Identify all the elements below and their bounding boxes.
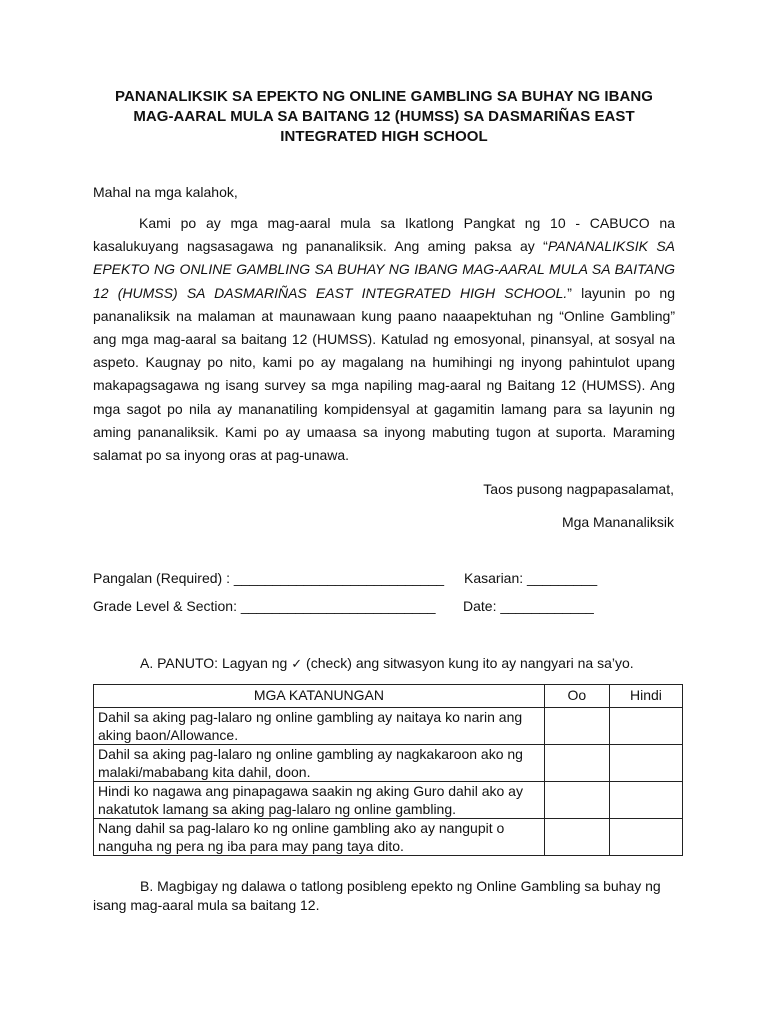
body-line: ang mga mag-aaral sa baitang 12 (HUMSS). Katulad ng emosyonal, pinansyal, at sosyal na xyxy=(93,330,675,347)
body-line: mga sagot po nila ay mananatiling kompidensyal at gagamitin lamang para sa layunin ng xyxy=(93,400,675,417)
sex-field[interactable]: Kasarian: _________ xyxy=(464,570,598,586)
table-row xyxy=(94,819,683,856)
body-line: aspeto. Kaugnay po nito, kami po ay magalang na humihingi ng inyong pahintulot upang xyxy=(93,354,675,371)
oo-checkbox-cell[interactable] xyxy=(544,782,609,819)
question-line: nakatutok lamang sa aking pag-lalaro ng online gambling. xyxy=(98,800,457,817)
table-row xyxy=(94,708,683,745)
body-line: salamat po sa inyong oras at pag-unawa. xyxy=(93,446,350,463)
body-line: Kami po ay mga mag-aaral mula sa Ikatlong Pangkat ng 10 - CABUCO na xyxy=(139,215,675,231)
hindi-checkbox-cell[interactable] xyxy=(609,782,682,819)
question-cell xyxy=(94,782,545,819)
part-b-line: B. Magbigay ng dalawa o tatlong posibleng epekto ng Online Gambling sa buhay ng xyxy=(140,878,661,894)
closing-text: Taos pusong nagpapasalamat, xyxy=(483,481,674,497)
hindi-checkbox-cell[interactable] xyxy=(609,819,682,856)
table-header-row xyxy=(94,685,683,708)
body-text: kasalukuyang nagsasagawa ng pananaliksik. Ang aming paksa ay “ xyxy=(93,238,548,255)
hindi-checkbox-cell[interactable] xyxy=(609,745,682,782)
signature-text: Mga Mananaliksik xyxy=(561,514,674,530)
date-field[interactable]: Date: ____________ xyxy=(463,598,594,614)
question-line: Nang dahil sa pag-lalaro ko ng online gambling ako ay nangupit o xyxy=(98,820,505,836)
header-questions: MGA KATANUNGAN xyxy=(94,685,545,708)
header-hindi: Hindi xyxy=(609,685,682,708)
body-line xyxy=(93,282,675,305)
table-row xyxy=(94,782,683,819)
question-cell xyxy=(94,708,545,745)
question-line: Hindi ko nagawa ang pinapagawa saakin ng aking Guro dahil ako ay xyxy=(98,783,523,799)
part-b-instruction xyxy=(93,877,673,915)
letter-body xyxy=(93,212,675,467)
question-line: malaki/mababang kita dahil, doon. xyxy=(98,763,311,780)
body-italic-text: EPEKTO NG ONLINE GAMBLING SA BUHAY NG IBANG MAG-AARAL MULA SA BAITANG xyxy=(93,261,675,278)
body-line: aming pananaliksik. Kami po ay umaasa sa inyong mabuting tugon at suporta. Maraming xyxy=(93,423,675,440)
oo-checkbox-cell[interactable] xyxy=(544,708,609,745)
instruction-text: (check) ang sitwasyon kung ito ay nangyari na sa’yo. xyxy=(302,655,634,671)
title-line: PANANALIKSIK SA EPEKTO NG ONLINE GAMBLING SA BUHAY NG IBANG xyxy=(115,88,653,105)
check-icon: ✓ xyxy=(291,657,303,672)
instruction-text: A. PANUTO: Lagyan ng xyxy=(140,655,292,671)
body-italic-text: PANANALIKSIK SA xyxy=(547,238,676,255)
title-line: MAG-AARAL MULA SA BAITANG 12 (HUMSS) SA DASMARIÑAS EAST xyxy=(133,108,635,125)
part-a-instruction xyxy=(140,653,634,675)
grade-section-field[interactable]: Grade Level & Section: _________________________ xyxy=(93,598,436,614)
question-line: Dahil sa aking pag-lalaro ng online gambling ay nagkakaroon ako ng xyxy=(98,746,523,762)
part-b-line: isang mag-aaral mula sa baitang 12. xyxy=(93,897,320,913)
document-title xyxy=(80,87,688,147)
body-italic-text: 12 (HUMSS) SA DASMARIÑAS EAST INTEGRATED HIGH SCHOOL. xyxy=(93,284,568,301)
table-row xyxy=(94,745,683,782)
header-oo: Oo xyxy=(544,685,609,708)
body-line: pananaliksik na malaman at maunawaan kung paano naaapektuhan ng “Online Gambling” xyxy=(93,307,675,324)
question-line: nanguha ng pera ng iba para may pang taya dito. xyxy=(98,837,404,854)
question-cell xyxy=(94,745,545,782)
name-field[interactable]: Pangalan (Required) : ___________________________ xyxy=(93,570,445,586)
oo-checkbox-cell[interactable] xyxy=(544,745,609,782)
question-cell xyxy=(94,819,545,856)
question-line: aking baon/Allowance. xyxy=(98,726,239,743)
question-line: Dahil sa aking pag-lalaro ng online gambling ay naitaya ko narin ang xyxy=(98,709,523,725)
title-line: INTEGRATED HIGH SCHOOL xyxy=(280,128,488,145)
body-line xyxy=(93,258,675,281)
body-line xyxy=(93,235,675,258)
survey-table xyxy=(93,684,683,856)
salutation: Mahal na mga kalahok, xyxy=(93,184,238,200)
hindi-checkbox-cell[interactable] xyxy=(609,708,682,745)
body-text: ” layunin po ng xyxy=(567,284,675,301)
body-line: makapagsagawa ng isang survey sa mga napiling mag-aaral ng Baitang 12 (HUMSS). Ang xyxy=(93,377,675,394)
oo-checkbox-cell[interactable] xyxy=(544,819,609,856)
